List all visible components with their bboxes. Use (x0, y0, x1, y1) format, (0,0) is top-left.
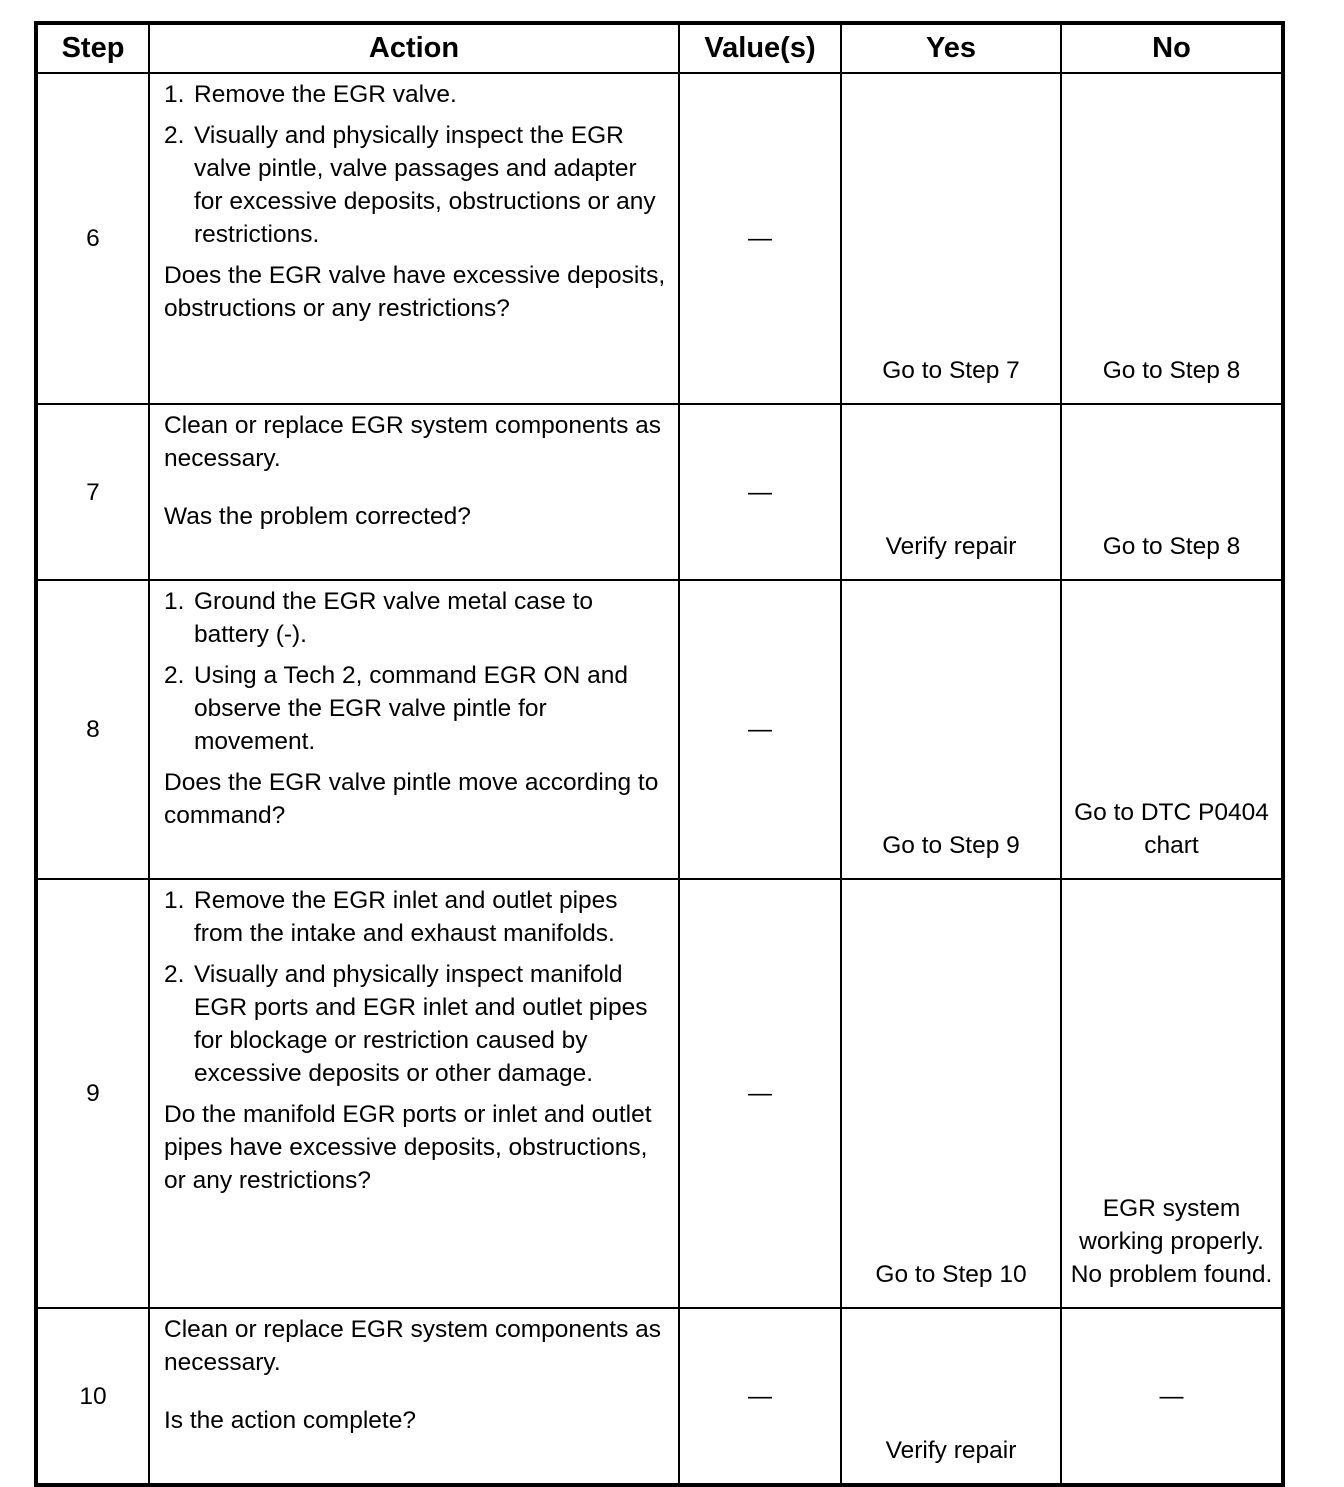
step-text: Using a Tech 2, command EGR ON and observe the EGR valve pintle for movement. (194, 662, 628, 755)
step-text: Ground the EGR valve metal case to battery (-). (194, 588, 593, 648)
no-dash: — (1159, 1382, 1184, 1410)
table-row (36, 404, 1283, 580)
value-cell (679, 879, 841, 1308)
action-question: Does the EGR valve have excessive deposits, obstructions or any restrictions? (164, 262, 666, 322)
value-cell (679, 1308, 841, 1485)
value-cell (679, 73, 841, 404)
value-dash: — (748, 716, 772, 743)
value-dash: — (748, 478, 772, 506)
table-row (36, 879, 1283, 1308)
action-text: Clean or replace EGR system components as necessary. (164, 412, 662, 472)
action-cell (149, 1308, 679, 1485)
yes-result: Go to Step 10 (841, 879, 1061, 1308)
no-result: EGR system working properly. No problem found. (1061, 879, 1283, 1308)
no-result: Go to DTC P0404 chart (1061, 580, 1283, 879)
step-number: 8 (36, 580, 149, 879)
header-step: Step (36, 23, 149, 73)
table-row (36, 580, 1283, 879)
action-cell (149, 404, 679, 580)
table-row (36, 73, 1283, 404)
value-dash: — (748, 1080, 772, 1107)
yes-result: Verify repair (841, 1308, 1061, 1485)
step-text: Remove the EGR inlet and outlet pipes from the intake and exhaust manifolds. (194, 887, 618, 947)
step-index: 2. (164, 122, 185, 149)
step-number: 10 (36, 1308, 149, 1485)
no-result: Go to Step 8 (1061, 404, 1283, 580)
header-yes: Yes (841, 23, 1061, 73)
step-text: Visually and physically inspect the EGR valve pintle, valve passages and adapter for excessive deposits, obstructions or any restrictions. (194, 122, 656, 248)
action-question: Do the manifold EGR ports or inlet and outlet pipes have excessive deposits, obstructions, or any restrictions? (164, 1101, 652, 1194)
diagnostic-table (34, 21, 1285, 1487)
action-step (164, 78, 670, 111)
action-steps (164, 585, 670, 758)
no-result: Go to Step 8 (1061, 73, 1283, 404)
step-index: 1. (164, 887, 185, 914)
action-cell (149, 879, 679, 1308)
value-cell (679, 580, 841, 879)
yes-result: Go to Step 7 (841, 73, 1061, 404)
action-step (164, 958, 670, 1090)
header-action: Action (149, 23, 679, 73)
action-cell (149, 580, 679, 879)
step-index: 2. (164, 961, 185, 988)
action-cell (149, 73, 679, 404)
value-dash: — (748, 225, 772, 252)
yes-result: Verify repair (841, 404, 1061, 580)
action-step (164, 585, 670, 651)
action-question: Was the problem corrected? (164, 503, 471, 530)
no-result (1061, 1308, 1283, 1485)
table-row (36, 1308, 1283, 1485)
action-step (164, 884, 670, 950)
step-index: 1. (164, 588, 185, 615)
step-index: 1. (164, 81, 185, 108)
step-index: 2. (164, 662, 185, 689)
action-steps (164, 884, 670, 1090)
header-values: Value(s) (679, 23, 841, 73)
yes-result: Go to Step 9 (841, 580, 1061, 879)
action-step (164, 659, 670, 758)
step-number: 9 (36, 879, 149, 1308)
action-steps (164, 78, 670, 251)
action-text: Clean or replace EGR system components as necessary. (164, 1316, 662, 1376)
value-cell (679, 404, 841, 580)
action-step (164, 119, 670, 251)
header-no: No (1061, 23, 1283, 73)
step-number: 6 (36, 73, 149, 404)
header-row (36, 23, 1283, 73)
step-number: 7 (36, 404, 149, 580)
step-text: Visually and physically inspect manifold EGR ports and EGR inlet and outlet pipes for blockage or restriction caused by excessive deposits or other damage. (194, 961, 648, 1087)
action-question: Does the EGR valve pintle move according to command? (164, 769, 659, 829)
step-text: Remove the EGR valve. (194, 81, 457, 108)
value-dash: — (748, 1382, 772, 1410)
action-question: Is the action complete? (164, 1407, 416, 1434)
